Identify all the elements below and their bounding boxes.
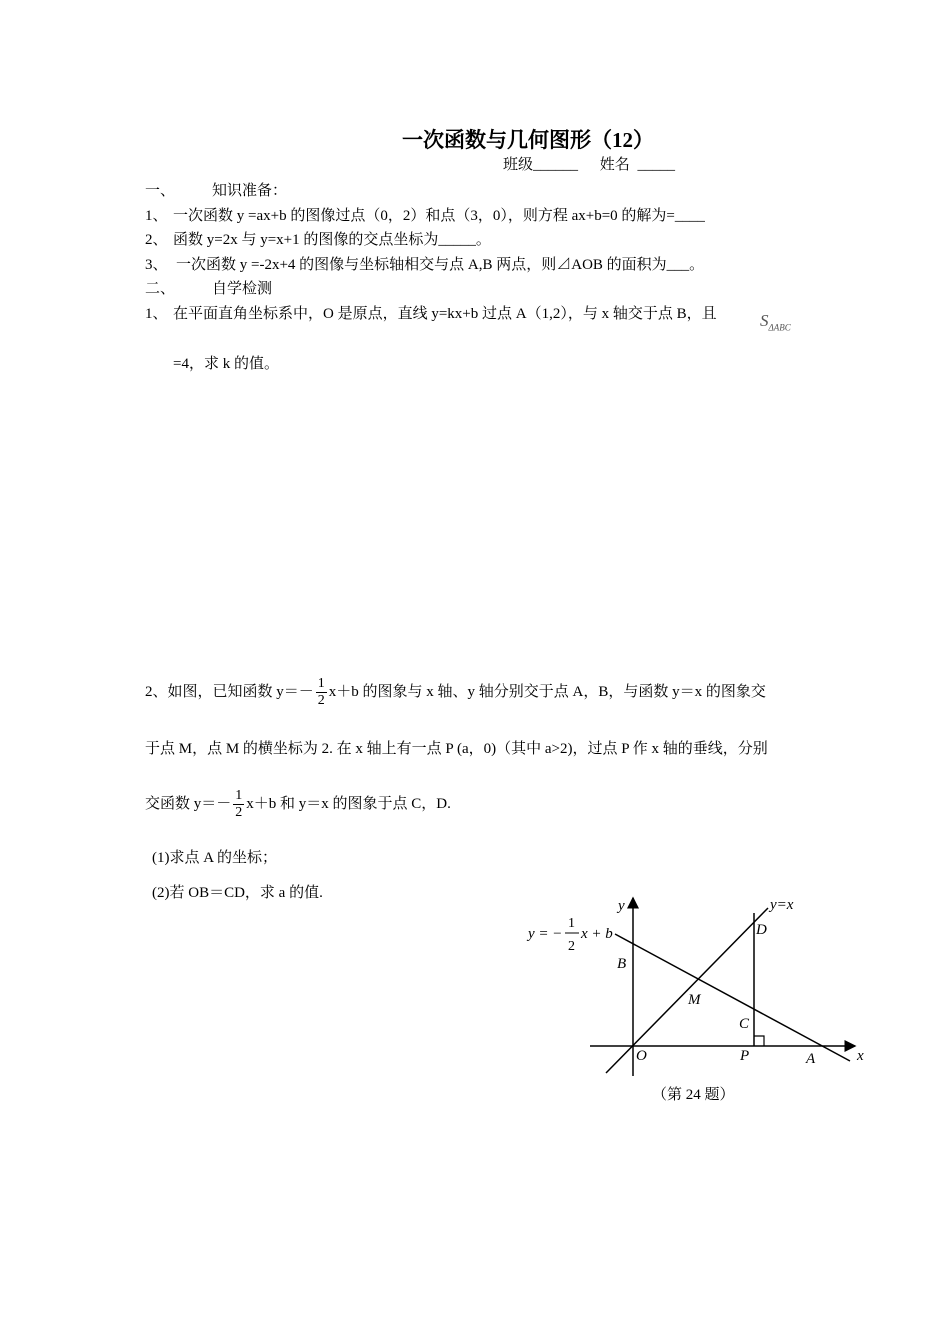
section-title: 知识准备： — [212, 183, 288, 199]
page-title: 一次函数与几何图形（12） — [402, 128, 654, 152]
label-b: B — [617, 956, 627, 972]
question-2-line-3: 交函数 y＝－ $\frac{1}{2}$ x＋b 和 y＝x 的图象于点 C，D. — [145, 788, 451, 821]
section-number: 一、 — [145, 183, 176, 199]
item-text: 一次函数 y =-2x+4 的图像与坐标轴相交与点 A,B 两点，则⊿AOB 的面积为___。 — [176, 257, 705, 273]
class-label: 班级______ — [503, 157, 579, 173]
equation-numerator: 1 — [568, 916, 575, 931]
question-2-line-1: 2、如图，已知函数 y＝－ $\frac{1}{2}$ x＋b 的图象与 x 轴、y 轴分别交于点 A，B，与函数 y＝x 的图象交 — [145, 676, 766, 709]
line-linear-function — [615, 934, 850, 1061]
label-y-equals-x: y=x — [770, 897, 794, 913]
triangle-area-symbol: $S_{\Delta ABC}$ — [760, 311, 791, 333]
item-number: 3、 — [145, 257, 168, 273]
equation-denominator: 2 — [568, 939, 575, 954]
label-p: P — [740, 1048, 750, 1064]
prep-item-1 — [145, 204, 705, 225]
prep-item-2 — [145, 228, 491, 249]
section-number: 二、 — [145, 281, 176, 297]
label-d: D — [756, 922, 767, 938]
right-angle-mark — [754, 1036, 764, 1046]
item-text: 在平面直角坐标系中，O 是原点，直线 y=kx+b 过点 A（1,2），与 x 轴交于点 B，且 — [173, 306, 717, 322]
fraction: $\frac{1}{2}$ — [317, 676, 325, 709]
question-2-line-2: 于点 M，点 M 的横坐标为 2. 在 x 轴上有一点 P (a，0)（其中 a>2)，过点 P 作 x 轴的垂线，分别 — [145, 741, 768, 757]
item-number: 1、 — [145, 306, 168, 322]
question-1 — [145, 302, 717, 323]
item-number: 1、 — [145, 208, 168, 224]
name-label: 姓名 — [599, 157, 630, 173]
section-1-heading — [145, 179, 288, 200]
label-a: A — [806, 1051, 816, 1067]
question-2-sub-2: (2)若 OB＝CD，求 a 的值. — [152, 885, 323, 901]
name-blank: _____ — [637, 157, 676, 173]
label-x: x — [857, 1048, 864, 1064]
label-c: C — [739, 1016, 750, 1032]
label-y: y — [618, 898, 625, 914]
fraction: $\frac{1}{2}$ — [235, 788, 243, 821]
geometry-figure — [520, 890, 880, 1120]
class-field — [503, 153, 675, 174]
item-text: 函数 y=2x 与 y=x+1 的图像的交点坐标为_____。 — [173, 232, 491, 248]
section-title: 自学检测 — [212, 281, 273, 297]
question-2-sub-1: (1)求点 A 的坐标； — [152, 850, 277, 866]
label-o: O — [636, 1048, 647, 1064]
item-text: 一次函数 y =ax+b 的图像过点（0，2）和点（3，0），则方程 ax+b=0 的解为=____ — [173, 208, 705, 224]
section-2-heading — [145, 277, 273, 298]
equation-left: y = − — [528, 926, 563, 942]
figure-caption: （第 24 题） — [652, 1087, 735, 1103]
equation-right: x + b — [581, 926, 613, 942]
question-1-continuation: =4，求 k 的值。 — [173, 356, 279, 372]
label-m: M — [688, 992, 701, 1008]
item-number: 2、 — [145, 232, 168, 248]
prep-item-3 — [145, 253, 705, 274]
